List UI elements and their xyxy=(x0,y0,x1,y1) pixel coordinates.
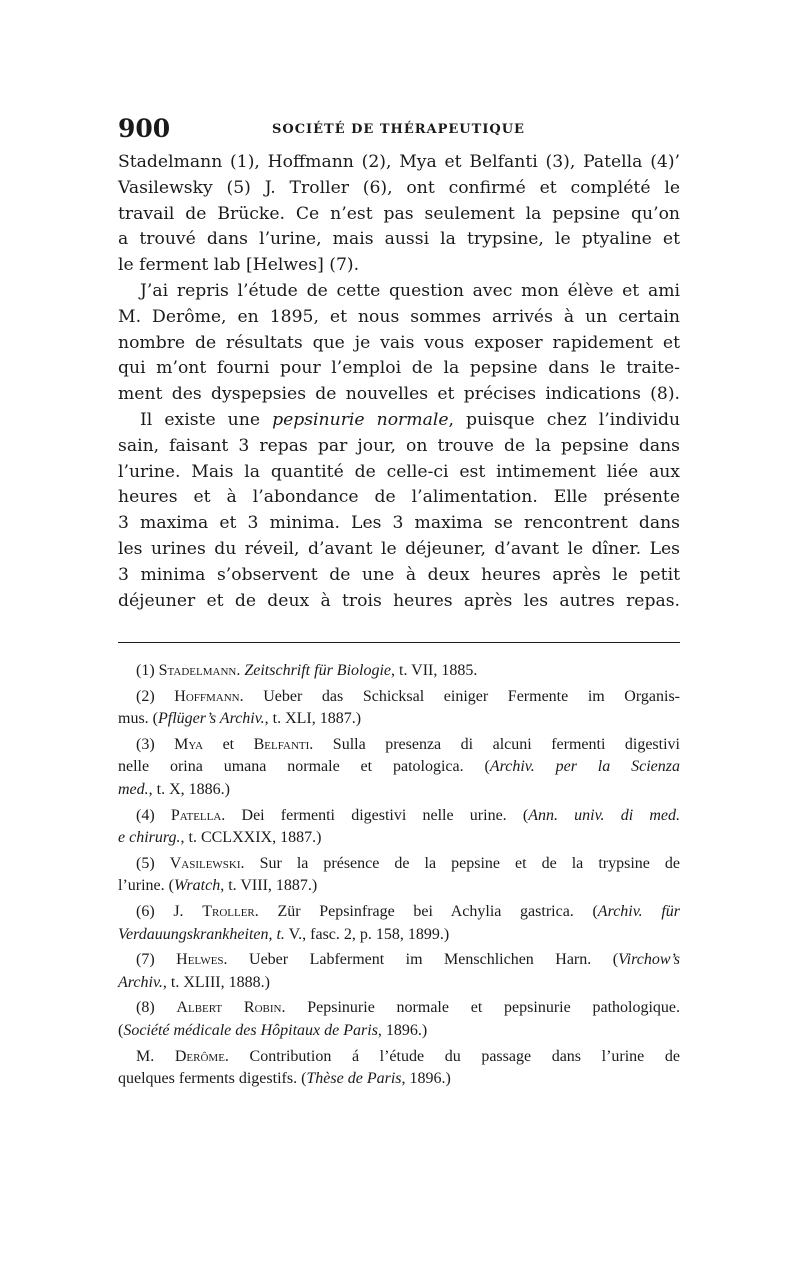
emphasis: pepsinurie normale xyxy=(272,409,449,430)
text-run: V., fasc. 2, p. 158, 1899.) xyxy=(284,925,450,943)
text-run: Zür Pepsinfrage bei Achylia gastrica. ( xyxy=(258,902,598,920)
text-run: Il existe une xyxy=(140,409,273,430)
footnote-1 xyxy=(118,660,680,683)
text-run: , t. X, 1886.) xyxy=(148,780,230,798)
footnote-4 xyxy=(118,805,680,850)
footnote-number: (7) xyxy=(136,951,177,969)
footnote-author: Patella. xyxy=(170,806,226,824)
footnote-author: Belfanti. xyxy=(253,735,314,753)
footnote-number: (5) xyxy=(136,854,170,872)
footnote-line xyxy=(118,708,680,731)
footnote-number: (2) xyxy=(136,687,175,705)
text-run: , t. CCLXXIX, 1887.) xyxy=(180,829,322,847)
footnote-7 xyxy=(118,949,680,994)
text-run: ( xyxy=(118,1021,124,1039)
footnote-number: M. xyxy=(136,1047,175,1065)
footnote-author: Vasilewski. xyxy=(169,854,245,872)
footnote-number: (3) xyxy=(136,735,175,753)
text-line: le ferment lab [Helwes] (7). xyxy=(118,255,360,276)
text-run: , t. XLIII, 1888.) xyxy=(162,973,270,991)
footnote-number: (8) xyxy=(136,999,177,1017)
text-line: l’urine. Mais la quantité de celle-ci est intimement liée aux xyxy=(118,461,680,482)
footnote-line xyxy=(118,734,680,757)
footnote-line xyxy=(118,686,680,709)
emphasis: Société médicale des Hôpitaux de Paris xyxy=(123,1021,378,1039)
emphasis: Verdauungskrankheiten, t. xyxy=(118,925,285,943)
footnote-5 xyxy=(118,853,680,898)
text-run: Contribution á l’étude du passage dans l’urine de xyxy=(228,1047,681,1065)
text-run: Ueber Labferment im Menschlichen Harn. ( xyxy=(227,951,619,969)
text-run: mus. ( xyxy=(118,710,158,728)
page-content xyxy=(118,112,681,1088)
footnote-rule xyxy=(118,642,680,643)
text-line: sain, faisant 3 repas par jour, on trouve de la pepsine dans xyxy=(118,435,680,456)
text-run: l’urine. ( xyxy=(118,877,174,895)
text-run: Sur la présence de la pepsine et de la trypsine de xyxy=(244,854,681,872)
text-line: J’ai repris l’étude de cette question avec mon élève et ami xyxy=(140,280,680,301)
text-line: travail de Brücke. Ce n’est pas seulement la pepsine qu’on xyxy=(118,203,680,224)
footnote-line xyxy=(118,779,680,802)
text-line: M. Derôme, en 1895, et nous sommes arrivés à un certain xyxy=(118,306,680,327)
text-line xyxy=(118,408,680,434)
text-run: Dei fermenti digestivi nelle urine. ( xyxy=(225,806,529,824)
footnote-author: Stadelmann. xyxy=(158,662,241,679)
emphasis: e chirurg. xyxy=(118,829,181,847)
footnote-author: Hoffmann. xyxy=(174,687,244,705)
text-run: , t. VII, 1885. xyxy=(391,662,478,679)
text-run: , 1896.) xyxy=(377,1021,428,1039)
emphasis: Archiv. xyxy=(118,973,163,991)
footnote-line xyxy=(118,1020,680,1043)
footnote-author: Derôme. xyxy=(174,1047,229,1065)
footnote-author: Helwes. xyxy=(176,951,228,969)
footnote-line xyxy=(118,805,680,828)
footnote-line xyxy=(118,853,680,876)
emphasis: Archiv. für xyxy=(597,902,680,920)
text-run: et xyxy=(203,735,254,753)
footnote-line xyxy=(118,875,680,898)
footnote-number: (1) xyxy=(136,662,159,679)
footnote-line xyxy=(118,972,680,995)
emphasis: Pflüger’s Archiv. xyxy=(158,710,265,728)
paragraph-2 xyxy=(118,279,680,408)
emphasis: med. xyxy=(118,780,149,798)
journal-title: SOCIÉTÉ DE THÉRAPEUTIQUE xyxy=(272,122,525,137)
text-run: Pepsinurie normale et pepsinurie pathologique. xyxy=(285,999,681,1017)
footnote-line xyxy=(118,827,680,850)
text-line: Stadelmann (1), Hoffmann (2), Mya et Belfanti (3), Patella (4)’ xyxy=(118,152,680,172)
text-run: Sulla presenza di alcuni fermenti digestivi xyxy=(313,735,680,753)
footnote-line xyxy=(118,756,680,779)
footnote-author: Albert Robin. xyxy=(176,999,286,1017)
footnote-number: (6) J. xyxy=(136,902,203,920)
footnotes xyxy=(118,660,680,1094)
text-line: nombre de résultats que je vais vous exposer rapidement et xyxy=(118,332,680,353)
footnote-line xyxy=(118,949,680,972)
text-line: déjeuner et de deux à trois heures après les autres repas. xyxy=(118,590,680,611)
emphasis: Zeitschrift für Biologie xyxy=(244,662,392,679)
footnote-line xyxy=(118,924,680,947)
footnote-2 xyxy=(118,686,680,731)
footnote-line xyxy=(118,1046,680,1069)
footnote-8 xyxy=(118,997,680,1042)
footnote-line xyxy=(118,997,680,1020)
footnote-line xyxy=(118,1068,680,1091)
emphasis: Virchow’s xyxy=(618,951,681,969)
text-line: les urines du réveil, d’avant le déjeuner, d’avant le dîner. Les xyxy=(118,538,680,559)
text-run: , puisque chez l’individu xyxy=(448,409,681,430)
text-run: quelques ferments digestifs. ( xyxy=(118,1070,307,1088)
text-run: Ueber das Schicksal einiger Fermente im Organis- xyxy=(243,687,680,705)
body-text xyxy=(118,150,680,614)
emphasis: Archiv. per la Scienza xyxy=(489,758,681,776)
paragraph-1 xyxy=(118,150,680,279)
footnote-number: (4) xyxy=(136,806,171,824)
footnote-6 xyxy=(118,901,680,946)
footnote-line xyxy=(118,660,680,683)
text-run: , t. VIII, 1887.) xyxy=(220,877,318,895)
text-line: a trouvé dans l’urine, mais aussi la trypsine, le ptyaline et xyxy=(118,229,680,250)
text-line: 3 maxima et 3 minima. Les 3 maxima se rencontrent dans xyxy=(118,513,680,534)
footnote-author: Troller. xyxy=(202,902,259,920)
text-line: 3 minima s’observent de une à deux heures après le petit xyxy=(118,564,680,585)
footnote-author: Mya xyxy=(174,735,204,753)
emphasis: Thèse de Paris xyxy=(306,1070,402,1088)
text-run: , 1896.) xyxy=(401,1070,451,1088)
paragraph-3 xyxy=(118,408,680,614)
page-number: 900 xyxy=(118,114,171,143)
text-run: , t. XLI, 1887.) xyxy=(264,710,362,728)
emphasis: Wratch xyxy=(173,877,221,895)
text-line: Vasilewsky (5) J. Troller (6), ont confirmé et complété le xyxy=(118,177,680,198)
running-head xyxy=(118,112,680,148)
footnote-3 xyxy=(118,734,680,802)
emphasis: Ann. univ. di med. xyxy=(528,806,681,824)
footnote-9 xyxy=(118,1046,680,1091)
text-line: heures et à l’abondance de l’alimentation. Elle présente xyxy=(118,487,680,508)
text-line: ment des dyspepsies de nouvelles et précises indications (8). xyxy=(118,384,680,405)
text-run: nelle orina umana normale et patologica. ( xyxy=(118,758,490,776)
text-line: qui m’ont fourni pour l’emploi de la pepsine dans le traite- xyxy=(118,358,680,379)
footnote-line xyxy=(118,901,680,924)
